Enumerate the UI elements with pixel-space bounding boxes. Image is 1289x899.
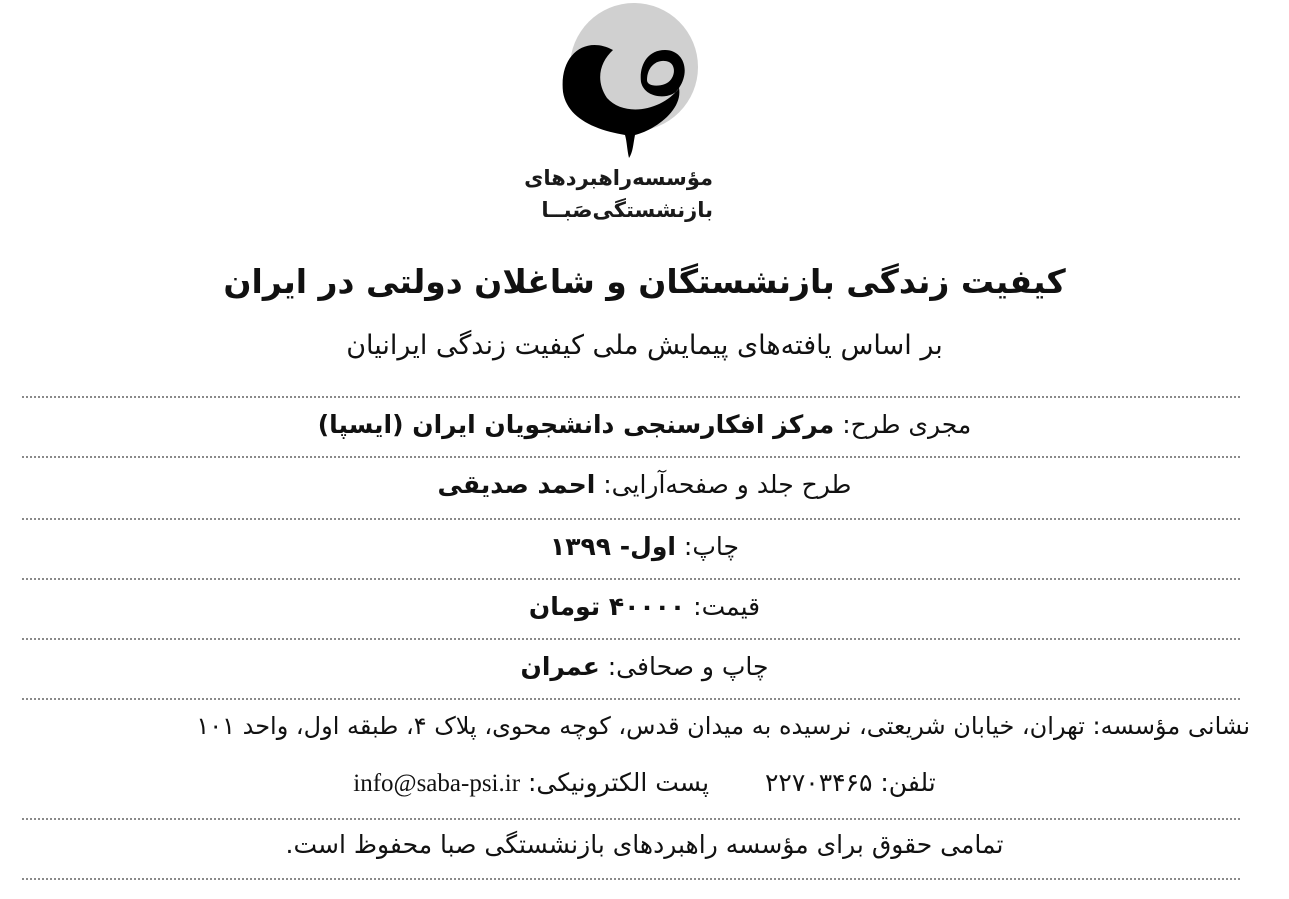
binding-value: عمران — [520, 652, 600, 681]
designer-row — [0, 470, 1289, 499]
divider — [22, 698, 1240, 700]
email-label: پست الکترونیکی: — [527, 768, 710, 797]
copyright-notice: تمامی حقوق برای مؤسسه راهبردهای بازنشستگی صبا محفوظ است. — [285, 830, 1004, 859]
divider — [22, 578, 1240, 580]
saba-logo-icon — [555, 0, 715, 170]
contact-line — [0, 768, 1289, 798]
print-label: چاپ: — [683, 532, 739, 561]
designer-value: احمد صدیقی — [437, 470, 596, 499]
divider — [22, 818, 1240, 820]
print-row — [0, 532, 1289, 561]
executor-value: مرکز افکارسنجی دانشجویان ایران (ایسپا) — [317, 410, 835, 439]
divider — [22, 638, 1240, 640]
executor-row — [0, 410, 1289, 439]
binding-label: چاپ و صحافی: — [607, 652, 769, 681]
executor-label: مجری طرح: — [842, 410, 972, 439]
binding-row — [0, 652, 1289, 681]
logo-text-line1: مؤسسه‌راهبردهای — [524, 166, 713, 190]
publisher-logo — [524, 0, 715, 235]
print-value: اول- ۱۳۹۹ — [550, 532, 676, 561]
email-address: info@saba-psi.ir — [353, 770, 521, 797]
price-value: ۴۰۰۰۰ تومان — [528, 592, 686, 621]
logo-text-line2: بازنشستگی‌صَبــا — [541, 198, 713, 222]
institute-address: نشانی مؤسسه: تهران، خیابان شریعتی، نرسیده به میدان قدس، کوچه محوی، پلاک ۴، طبقه اول، واحد ۱۰۱ — [196, 712, 1250, 740]
price-label: قیمت: — [693, 592, 761, 621]
designer-label: طرح جلد و صفحه‌آرایی: — [603, 470, 852, 499]
book-subtitle: بر اساس یافته‌های پیمایش ملی کیفیت زندگی ایرانیان — [346, 330, 943, 361]
divider — [22, 518, 1240, 520]
book-title: کیفیت زندگی بازنشستگان و شاغلان دولتی در ایران — [223, 262, 1066, 301]
divider — [22, 396, 1240, 398]
divider — [22, 456, 1240, 458]
price-row — [0, 592, 1289, 621]
phone-label: تلفن: — [880, 768, 936, 797]
phone-number: ۲۲۷۰۳۴۶۵ — [765, 768, 873, 797]
divider — [22, 878, 1240, 880]
